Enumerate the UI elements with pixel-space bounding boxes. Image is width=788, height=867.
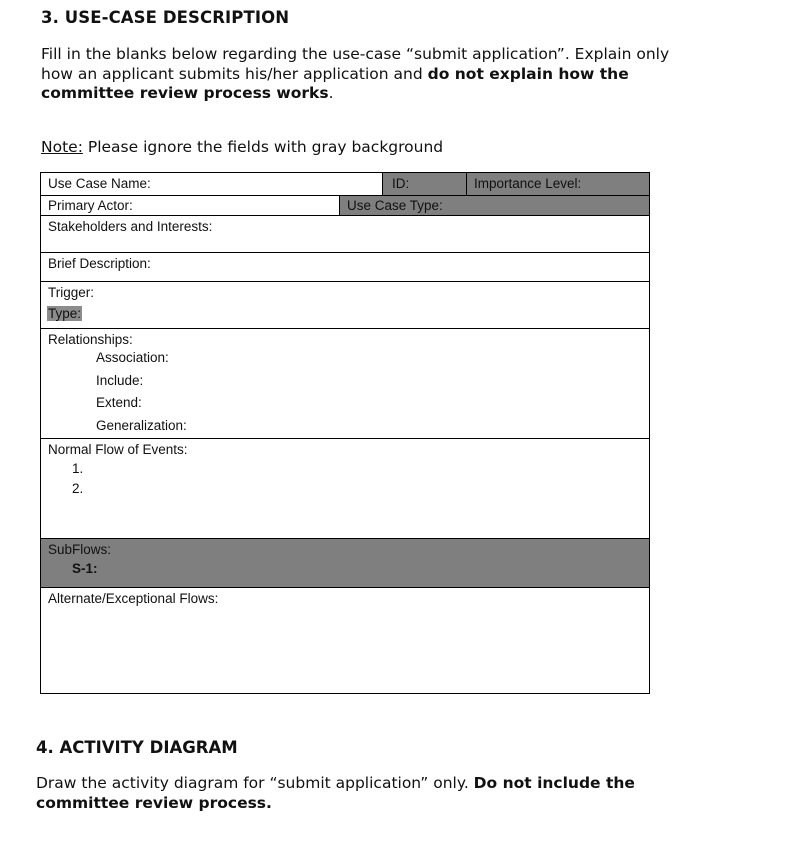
relationships-label: Relationships: — [48, 332, 133, 347]
generalization-label: Generalization: — [96, 418, 187, 433]
brief-description-label: Brief Description: — [48, 256, 151, 271]
instructions-end: . — [328, 84, 334, 102]
importance-level-label: Importance Level: — [474, 176, 582, 191]
step-1-label: 1. — [72, 461, 84, 476]
section-4-heading: 4. ACTIVITY DIAGRAM — [36, 738, 238, 757]
section-3-heading: 3. USE-CASE DESCRIPTION — [41, 8, 290, 27]
use-case-type-label: Use Case Type: — [347, 198, 443, 213]
use-case-name-label: Use Case Name: — [48, 176, 151, 191]
section-4-text: Draw the activity diagram for “submit application” only. — [36, 774, 474, 792]
normal-flow-label: Normal Flow of Events: — [48, 442, 188, 457]
note-text: Please ignore the fields with gray background — [82, 138, 444, 156]
section-4-bold-text: Do not include the committee review process. — [36, 774, 635, 812]
normal-flow-cell — [40, 438, 650, 539]
extend-label: Extend: — [96, 395, 142, 410]
s1-label: S-1: — [72, 561, 98, 576]
include-label: Include: — [96, 373, 144, 388]
alternate-flows-label: Alternate/Exceptional Flows: — [48, 591, 219, 606]
section-3-instructions — [41, 45, 681, 104]
id-cell — [382, 172, 467, 196]
use-case-type-cell — [339, 195, 650, 216]
relationships-cell — [40, 328, 650, 439]
instructions-bold-text: do not explain how the committee review process works — [41, 64, 629, 102]
subflows-cell — [40, 538, 650, 588]
stakeholders-cell — [40, 215, 650, 253]
primary-actor-cell — [40, 195, 340, 216]
association-label: Association: — [96, 350, 169, 365]
primary-actor-label: Primary Actor: — [48, 198, 133, 213]
step-2-label: 2. — [72, 481, 84, 496]
type-label: Type: — [48, 306, 82, 321]
trigger-cell — [40, 281, 650, 329]
brief-description-cell — [40, 252, 650, 282]
use-case-name-cell — [40, 172, 383, 196]
note — [41, 138, 443, 156]
note-label: Note: — [41, 138, 83, 156]
stakeholders-label: Stakeholders and Interests: — [48, 219, 213, 234]
subflows-label: SubFlows: — [48, 542, 112, 557]
importance-level-cell — [466, 172, 650, 196]
section-4-instructions — [36, 774, 696, 813]
id-label: ID: — [392, 176, 410, 191]
trigger-label: Trigger: — [48, 285, 95, 300]
instructions-text: Fill in the blanks below regarding the use-case “submit application”. Explain only how an applicant submits his/her application and — [41, 45, 670, 83]
alternate-flows-cell — [40, 587, 650, 694]
